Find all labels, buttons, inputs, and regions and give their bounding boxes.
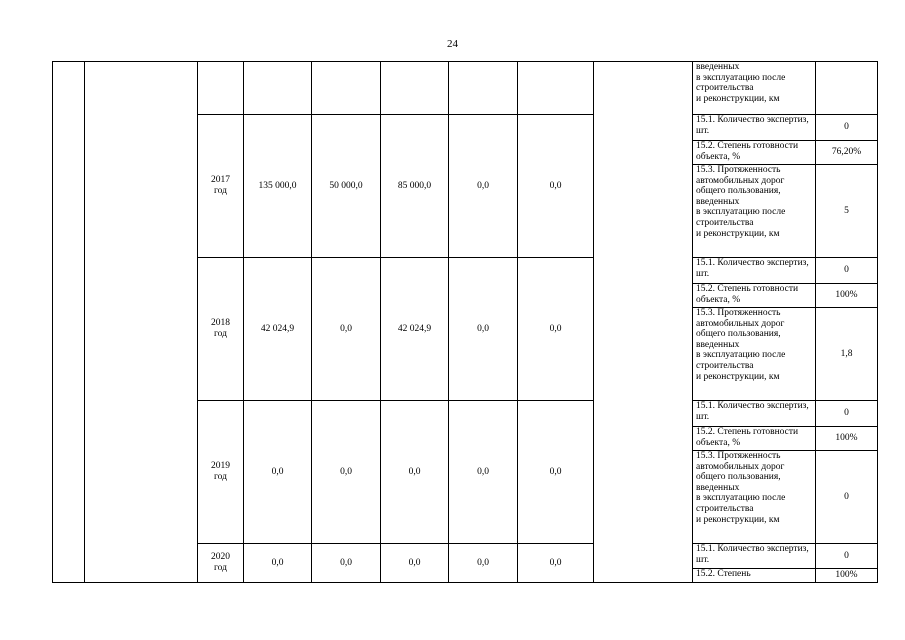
indicator-name: 15.2. Степень готовности объекта, % xyxy=(693,284,816,308)
indicator-value: 5 xyxy=(816,165,878,258)
indicator-value xyxy=(816,62,878,115)
responsible-cell xyxy=(594,62,693,583)
empty-amount-cell xyxy=(312,62,381,115)
amount-cell: 0,0 xyxy=(518,544,594,583)
indicator-value: 0 xyxy=(816,115,878,141)
amount-cell: 0,0 xyxy=(312,401,381,544)
amount-cell: 0,0 xyxy=(244,544,312,583)
amount-cell: 0,0 xyxy=(449,544,518,583)
empty-amount-cell xyxy=(449,62,518,115)
amount-cell: 42 024,9 xyxy=(244,258,312,401)
empty-amount-cell xyxy=(518,62,594,115)
amount-cell: 50 000,0 xyxy=(312,115,381,258)
indicator-value: 0 xyxy=(816,401,878,427)
amount-cell: 0,0 xyxy=(381,544,449,583)
indicator-name: 15.1. Количество экспертиз, шт. xyxy=(693,258,816,284)
table-body xyxy=(53,62,878,583)
indicator-value: 0 xyxy=(816,258,878,284)
amount-cell: 0,0 xyxy=(449,401,518,544)
amount-cell: 0,0 xyxy=(244,401,312,544)
indicator-name: 15.3. Протяженность автомобильных дорог общего пользования, введенных в эксплуатацию после строительства и реконструкции, км xyxy=(693,308,816,401)
indicator-value: 100% xyxy=(816,284,878,308)
indicator-name: 15.3. Протяженность автомобильных дорог общего пользования, введенных в эксплуатацию после строительства и реконструкции, км xyxy=(693,451,816,544)
amount-cell: 0,0 xyxy=(518,401,594,544)
measure-name-cell xyxy=(85,62,198,583)
table-row xyxy=(53,62,878,115)
empty-amount-cell xyxy=(381,62,449,115)
indicator-name: 15.1. Количество экспертиз, шт. xyxy=(693,401,816,427)
indicator-value: 1,8 xyxy=(816,308,878,401)
row-number-cell xyxy=(53,62,85,583)
indicator-name: 15.2. Степень готовности объекта, % xyxy=(693,141,816,165)
indicator-name: 15.2. Степень готовности объекта, % xyxy=(693,427,816,451)
amount-cell: 42 024,9 xyxy=(381,258,449,401)
indicator-name: 15.1. Количество экспертиз, шт. xyxy=(693,115,816,141)
amount-cell: 0,0 xyxy=(518,115,594,258)
year-cell: 2018 год xyxy=(198,258,244,401)
amount-cell: 0,0 xyxy=(312,544,381,583)
financing-table xyxy=(52,61,878,583)
amount-cell: 0,0 xyxy=(312,258,381,401)
indicator-value: 100% xyxy=(816,427,878,451)
amount-cell: 0,0 xyxy=(449,258,518,401)
amount-cell: 135 000,0 xyxy=(244,115,312,258)
amount-cell: 0,0 xyxy=(449,115,518,258)
empty-amount-cell xyxy=(244,62,312,115)
year-cell: 2019 год xyxy=(198,401,244,544)
amount-cell: 0,0 xyxy=(381,401,449,544)
indicator-name: введенных в эксплуатацию после строительства и реконструкции, км xyxy=(693,62,816,115)
amount-cell: 85 000,0 xyxy=(381,115,449,258)
indicator-value: 0 xyxy=(816,451,878,544)
empty-amount-cell xyxy=(198,62,244,115)
year-cell: 2020 год xyxy=(198,544,244,583)
indicator-name: 15.2. Степень xyxy=(693,569,816,583)
indicator-name: 15.1. Количество экспертиз, шт. xyxy=(693,544,816,569)
amount-cell: 0,0 xyxy=(518,258,594,401)
indicator-value: 0 xyxy=(816,544,878,569)
year-cell: 2017 год xyxy=(198,115,244,258)
indicator-name: 15.3. Протяженность автомобильных дорог общего пользования, введенных в эксплуатацию после строительства и реконструкции, км xyxy=(693,165,816,258)
indicator-value: 100% xyxy=(816,569,878,583)
indicator-value: 76,20% xyxy=(816,141,878,165)
page-number: 24 xyxy=(447,38,458,50)
